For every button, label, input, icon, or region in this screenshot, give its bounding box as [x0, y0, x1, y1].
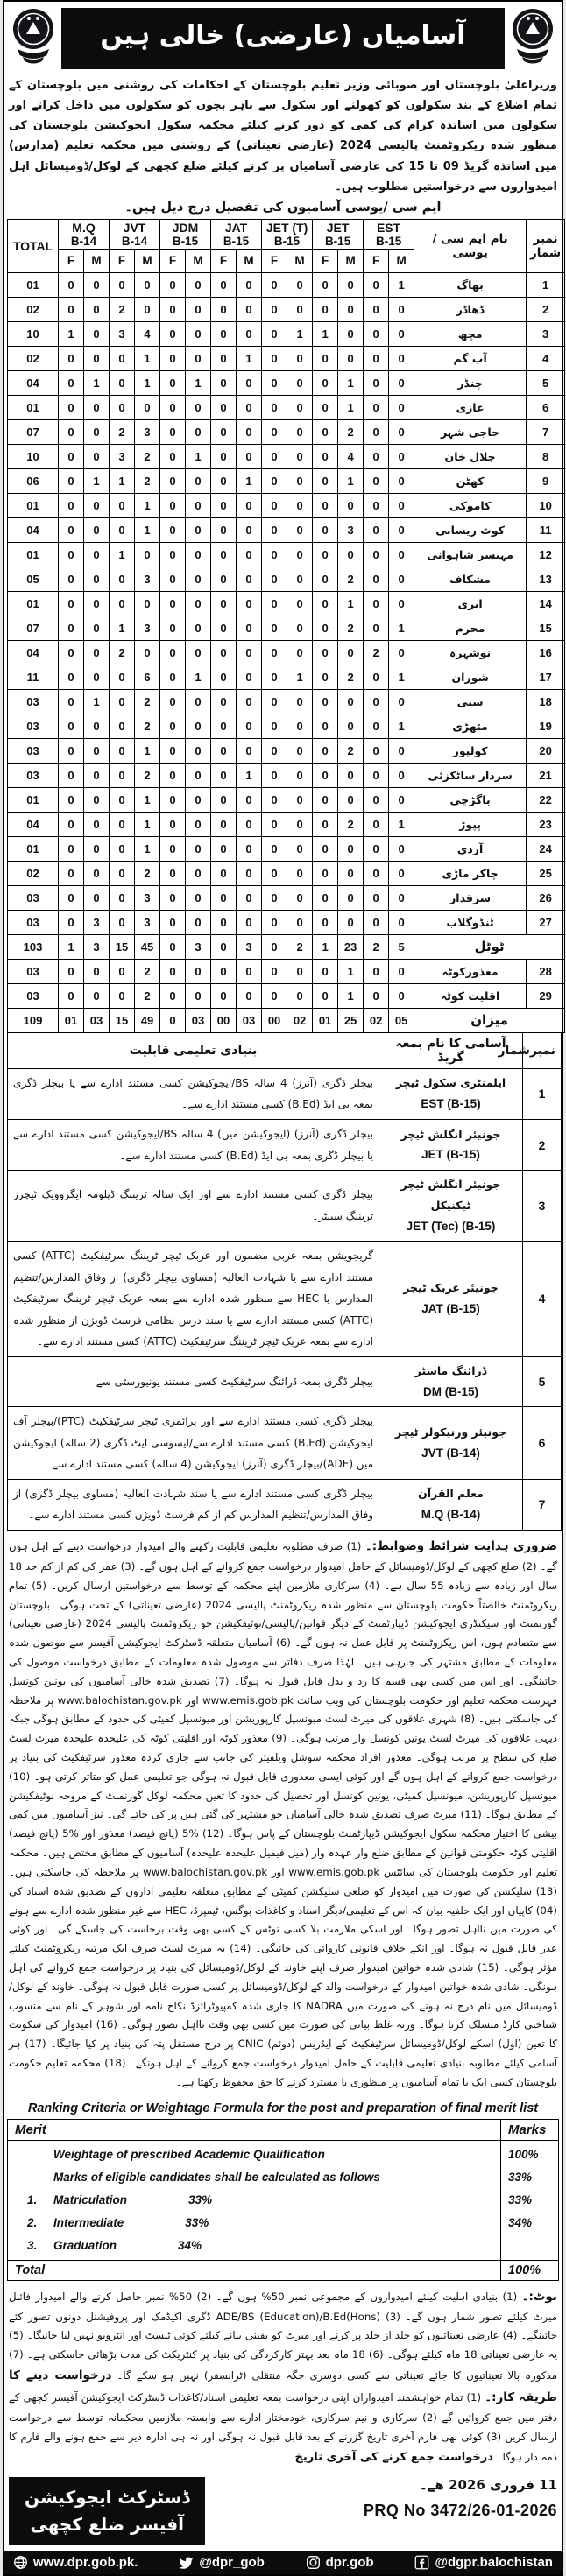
vacancy-table-total: [8, 934, 565, 959]
table-row: 07 0 0 2 3 0 0 0 0 0 0 0 2 0 0 حاجی شہر 7: [8, 419, 565, 444]
intro-paragraph: وزیراعلیٰ بلوچستان اور صوبائی وزیر تعلیم بلوچستان کے احکامات کی روشنی میں بلوچستان کے تمام اضلاع کے بند سکولوں کو کھولنے اور سکول سے باہر بچوں کو سکولوں میں داخل کرانے اور سکولوں میں اساتذہ کرام کی کمی کو دور کرنے کیلئے محکمہ سکول ایجوکیشن بلوچستان کی منظور شدہ ریکروٹمنٹ پالیسی 2024 (عارضی تعیناتی) کے روشنی میں محکمہ تعلیم (مدارس) میں اساتذہ گریڈ 09 تا 15 کی عارضی آسامیاں پر کرنے کیلئے ضلع کچھی کے لوکل/ڈومیسائل اہل امیدواروں سے درخواستیں مطلوب ہیں۔: [9, 79, 557, 194]
serial-number: 9: [527, 468, 565, 493]
table-row: 03 0 1 0 2 0 0 0 0 0 0 0 0 0 0 سنی 18: [8, 689, 565, 714]
merit-line: Weightage of prescribed Academic Qualification: [53, 2147, 325, 2161]
col-jet-t: JET (T) B-15: [262, 219, 313, 249]
advertisement: [3, 0, 563, 2576]
merit-table-header: [8, 2119, 559, 2140]
serial-number: 2: [527, 297, 565, 321]
signature-line1: ڈسٹرکٹ ایجوکیشن: [25, 2486, 190, 2508]
col-est: EST B-15: [364, 219, 414, 249]
table-row: 03 0 3 0 3 0 0 0 0 0 0 0 0 0 0 ٹنڈوگلاب 27: [8, 910, 565, 934]
globe-icon: [13, 2555, 28, 2570]
serial-number: 20: [527, 738, 565, 763]
col-merit: Merit: [8, 2119, 501, 2140]
qualification-text: بیچلر ڈگری کسی مستند ادارے سے اور ایک سالہ ٹریننگ ڈپلومہ ایگروویک ٹیچرز ٹریننگ سینٹر۔: [8, 1171, 379, 1242]
uc-name: حاجی شہر: [414, 419, 527, 444]
table-row: [8, 1119, 562, 1170]
qualification-text: بیچلر ڈگری (آنرز) (ایجوکیشن میں) 4 سالہ BS/ایجوکیشن کسی مستند ادارے سے یا بیچلر ڈگری بمعہ بی ایڈ (B.Ed) کسی مستند ادارے سے۔: [8, 1119, 379, 1170]
col-marks: Marks: [501, 2119, 559, 2140]
col-jdm: JDM B-15: [160, 219, 211, 249]
post-name: معلم القرآن M.Q (B-14): [379, 1479, 523, 1530]
signature-line2: آفیسر ضلع کچھی: [30, 2513, 184, 2535]
uc-name: ڈھاڈر: [414, 297, 527, 321]
table-row: 03 0 0 0 2 0 0 0 0 0 0 0 0 0 1 مٹھڑی 19: [8, 714, 565, 738]
marks-value: [508, 2235, 551, 2257]
social-bar: [4, 2551, 562, 2574]
post-name: جونیئر انگلش ٹیچر ٹیکنیکل JET (Tec) (B-15): [379, 1171, 523, 1242]
merit-line: Marks of eligible candidates shall be calculated as follows: [53, 2170, 380, 2184]
post-name: جونیئر ورنیکولر ٹیچر JVT (B-14): [379, 1406, 523, 1479]
table-row: 01 0 0 0 1 0 0 0 0 0 0 0 0 0 0 کاموکی 10: [8, 493, 565, 517]
prq-number: PRQ No 3472/26-01-2026: [363, 2501, 557, 2519]
uc-name: آزدی: [414, 836, 527, 861]
serial-number: 2: [523, 1119, 562, 1170]
serial-number: 22: [527, 787, 565, 812]
post-name: ڈرائنگ ماسٹر DM (B-15): [379, 1356, 523, 1406]
post-name: ایلمنٹری سکول ٹیچر EST (B-15): [379, 1068, 523, 1119]
serial-number: 28: [527, 959, 565, 983]
table-row: 03 0 0 0 2 0 0 0 0 0 0 0 1 0 0 اقلیت کوٹہ 29: [8, 983, 565, 1008]
total-row: 103 1 3 15 45 0 3 0 3 0 2 1 23 2 5 ٹوٹل: [8, 934, 565, 959]
procedure-heading: درخواست دینے کا طریقہ کار:۔: [9, 2368, 558, 2404]
qualification-text: گریجویشن بمعہ عربی مضمون اور عربک ٹیچر ٹریننگ سرٹیفکیٹ (ATTC) کسی مستند ادارے سے یا شہادت العالیہ (مساوی بیچلر ڈگری) از وفاق المدارس/تنظیم المدارس یا HEC سے منظور شدہ ادارے سے بمعہ عربک ٹیچر ٹریننگ سرٹیفکیٹ (ATTC) کسی مستند ادارے سے یا سند درس نظامی فرسٹ ڈویژن از منظور شدہ ادارے سے بمعہ عربک ٹیچر ٹریننگ سرٹیفکیٹ (ATTC) کسی مستند ادارے سے۔: [8, 1241, 379, 1356]
serial-number: 23: [527, 812, 565, 836]
table-row: [8, 1171, 562, 1242]
signature-box: [9, 2477, 205, 2545]
uc-name: مٹھڑی: [414, 714, 527, 738]
serial-number: 6: [523, 1406, 562, 1479]
merit-table: [7, 2119, 559, 2281]
twitter-icon: [179, 2555, 194, 2570]
quota-name: معذورکوٹہ: [414, 959, 527, 983]
uc-name: چاکر ماڑی: [414, 861, 527, 885]
ranking-heading: Ranking Criteria or Weightage Formula for the post and preparation of final merit list: [27, 2101, 539, 2115]
serial-number: 29: [527, 983, 565, 1008]
table-row: 01 0 0 0 1 0 0 0 0 0 0 0 0 0 0 باگڑچی 22: [8, 787, 565, 812]
table-row: 02 0 0 0 2 0 0 0 0 0 0 0 0 0 0 چاکر ماڑی 25: [8, 861, 565, 885]
serial-number: 26: [527, 885, 565, 910]
serial-number: 21: [527, 763, 565, 787]
merit-total-row: Total 100%: [8, 2260, 559, 2280]
uc-name: نوشہرہ: [414, 640, 527, 665]
serial-number: 4: [523, 1241, 562, 1356]
uc-name: مچھ: [414, 321, 527, 346]
serial-number: 7: [523, 1479, 562, 1530]
serial-number: 1: [523, 1068, 562, 1119]
uc-name: سنی: [414, 689, 527, 714]
col-jvt: JVT B-14: [110, 219, 160, 249]
instagram-icon: [306, 2555, 321, 2570]
marks-value: 34%: [508, 2215, 533, 2229]
terms-paragraph: [7, 1531, 559, 2096]
uc-name: غازی: [414, 395, 527, 419]
merit-line: 3. Graduation 34%: [27, 2238, 202, 2252]
vacancy-table-fm-row: F M F M F M F M F M F M F M: [8, 249, 565, 272]
serial-number: 18: [527, 689, 565, 714]
vacancy-table: [7, 219, 565, 1033]
title-banner: آسامیاں (عارضی) خالی ہیں: [61, 8, 505, 69]
uc-name: کھٹن: [414, 468, 527, 493]
marks-value: 100%: [508, 2147, 539, 2161]
table-row: 01 0 0 0 0 0 0 0 0 0 0 0 0 0 1 بھاگ 1: [8, 272, 565, 297]
uc-name: بھاگ: [414, 272, 527, 297]
table-row: 01 0 0 0 1 0 0 0 0 0 0 0 0 0 0 آزدی 24: [8, 836, 565, 861]
serial-number: 13: [527, 567, 565, 591]
col-name: نام ایم سی /یوسی: [414, 219, 527, 272]
table-row: 01 0 0 1 0 0 0 0 0 0 0 0 0 0 0 مہیسر شاہوانی 12: [8, 542, 565, 567]
table-row: 06 0 1 1 2 0 0 0 1 0 0 0 1 0 0 کھٹن 9: [8, 468, 565, 493]
serial-number: 5: [527, 370, 565, 395]
table-row: [8, 1479, 562, 1530]
serial-number: 8: [527, 444, 565, 468]
table-row: [8, 1068, 562, 1119]
serial-number: 11: [527, 517, 565, 542]
facebook-link[interactable]: @dgpr.balochistan: [414, 2555, 553, 2570]
col-mq: M.Q B-14: [59, 219, 110, 249]
grand-total-row: 109 01 03 15 49 0 03 00 03 00 02 01 25 02 05 میزان: [8, 1008, 565, 1032]
serial-number: 3: [523, 1171, 562, 1242]
table-row: 05 0 0 0 3 0 0 0 0 0 0 0 2 0 0 مشکاف 13: [8, 567, 565, 591]
facebook-icon: [414, 2555, 429, 2570]
marks-values: [501, 2140, 559, 2260]
merit-line: 2. Intermediate 33%: [27, 2215, 209, 2229]
merit-lines: [8, 2140, 501, 2260]
table-row: 10 1 0 3 4 0 0 0 0 0 1 1 0 0 0 مچھ 3: [8, 321, 565, 346]
closing-section: [7, 2472, 559, 2549]
marks-value: 33%: [508, 2192, 533, 2206]
last-date-value: 11 فروری 2026 ھے۔: [419, 2476, 557, 2493]
table-row: 03 0 0 0 3 0 0 0 0 0 0 0 0 0 0 سرقدار 26: [8, 885, 565, 910]
col-jet: JET B-15: [313, 219, 364, 249]
serial-number: 7: [527, 419, 565, 444]
uc-name: آب گم: [414, 346, 527, 370]
quota-name: اقلیت کوٹہ: [414, 983, 527, 1008]
masthead: [7, 2, 559, 71]
qualification-text: بیچلر ڈگری کسی مستند ادارے سے اور پرائمری ٹیچر سرٹیفکیٹ (PTC)/بیچلر آف ایجوکیشن (B.Ed) کسی مستند ادارے سے/ایسوسی ایٹ ڈگری (2 سالہ) ایجوکیشن میں (ADE)/بیچلر ڈگری (آنرز) ایجوکیشن (4 سالہ) کسی مستند ادارے سے۔: [8, 1406, 379, 1479]
table-row: 03 0 0 0 2 0 0 0 1 0 0 0 0 0 0 سردار ساٹکزئی 21: [8, 763, 565, 787]
serial-number: 25: [527, 861, 565, 885]
table-row: [8, 1241, 562, 1356]
serial-number: 27: [527, 910, 565, 934]
serial-number: 17: [527, 665, 565, 689]
qualification-text: بیچلر ڈگری (آنرز) 4 سالہ BS/ایجوکیشن کسی مستند ادارے سے یا بیچلر ڈگری بمعہ بی ایڈ (B.Ed) کسی مستند ادارے سے۔: [8, 1068, 379, 1119]
uc-name: کوٹ ریسانی: [414, 517, 527, 542]
serial-number: 6: [527, 395, 565, 419]
terms-body: (1) صرف مطلوبہ تعلیمی قابلیت رکھنے والے امیدوار درخواست دینے کے اہل ہوں گے۔ (2) ضلع کچھی کے لوکل/ڈومیسائل کے حامل امیدوار درخواست جمع کروانے کے اہل ہوں گے۔ (3) عمر کی کم از کم حد 18 سال اور زیادہ سے زیادہ 55 سال ہے۔ (4) سرکاری ملازمین اپنے محکمہ کے توسط سے درخواستیں ارسال کریں۔ (5) تمام ریکروٹمنٹ خالصتاً حکومت بلوچستان سے منظور شدہ ریکروٹمنٹ پالیسی 2024 (عارضی تعیناتی) کے تحت ہوگی۔ بلوچستان گورنمنٹ اور سیکنڈری ایجوکیشن ڈیپارٹمنٹ کے دیگر قوانین/پالیسی/نوٹیفکیشن جو ریکروٹمنٹ پالیسی 2024 (عارضی تعیناتی) سے متصادم ہوں، اس ریکروٹمنٹ پر قابل عمل نہ ہوں گے۔ (6) آسامیاں متعلقہ ڈسٹرکٹ ایجوکیشن آفیسر سے موصول شدہ معلومات کے مطابق مشتہر کی جارہی ہیں۔ لہٰذا صرف دفاتر سے موصول شدہ معلومات کے مطابق درخواست موصول کی جائینگی۔ اور اس میں کسی بھی قسم کا رد و بدل قابل قبول نہ ہوگا۔ (7) تصدیق شدہ خالی آسامیوں کی یونین کونسل فہرست محکمہ تعلیم اور حکومت بلوچستان کی ویب سائٹ www.emis.gob.pk اور www.balochistan.gov.pk پر ملاحظہ کی جاسکتی ہیں۔ (8) شہری علاقوں کی میرٹ لسٹ میونسپل کارپوریشن اور میونسپل کمیٹی کی حدود کے مطابق ہوگی جبکہ دیہی علاقوں کی میرٹ لسٹ یونین کونسل وار مرتب ہوگی۔ (9) معذور کوٹہ اور اقلیتی کوٹہ کی علیحدہ علیحدہ میرٹ لسٹ ضلع کی سطح پر مرتب ہوگی۔ معذور افراد محکمہ سوشل ویلفیئر کی جانب سے جاری کردہ معذور سرٹیفکیٹ کی بنیاد پر درخواست جمع کروانے کے اہل ہوں گے اور کوئی ایسی معذوری قابل قبول نہ ہوگی جو تعلیمی عمل کو متاثر کرتی ہو۔ (10) میونسپل کارپوریشن، میونسپل کمیٹی، یونین کونسل اور تحصیل کی حدود کا تعین محکمہ لوکل گورنمنٹ کے مروجہ نوٹیفکیشن کے مطابق ہوگا۔ (11) میرٹ صرف تصدیق شدہ خالی آسامیاں جو مشتہر کی گئی ہیں پر کی جائے گی۔ نیز آسامیوں میں کمی بیشی کا اختیار محکمہ سکول ایجوکیشن ڈیپارٹمنٹ بلوچستان کے پاس ہوگا۔ (12) %5 (پانچ فیصد) معذور اور %5 (پانچ فیصد) اقلیتی کوٹہ حکومتی قوانین کے مطابق ضلع وار عہدہ وار (میل فیمیل علیحدہ علیحدہ) آسامیوں کے مطابق مختص ہیں۔ محکمہ تعلیم اور حکومت بلوچستان کی سائٹس www.emis.gob.pk اور www.balochistan.gov.pk پر ملاحظہ کی جاسکتی ہیں۔ (13) سلیکشن کی صورت میں امیدوار کو ضلعی سلیکشن کمیٹی کے مطابق متعلقہ تعلیمی اداروں کے تصدیق شدہ اسناد کی (04) کاپیاں اور ایک حلفیہ بیان کہ اس کے تعلیمی/دیگر اسناد و کاغذات بوگس، ٹیمپرڈ، HEC سے غیر منظور شدہ ادارے سے ہونے کی صورت میں نااہل تصور ہوگا۔ اور اسکی ملازمت بلا کسی نوٹس کے کسی بھی وقت برخاست کی جاسکے گی۔ اور کوئی عذر قابل قبول نہ ہوگا۔ اور انکے خلاف قانونی کاروائی کی جائیگی۔ (14) یہ میرٹ لسٹ صرف ایک مرتبہ ریکروٹمنٹ کیلئے مؤثر ہوگی۔ (15) شادی شدہ خواتین امیدوار صرف اپنے خاوند کے لوکل/ڈومیسائل کی بنیاد پر درخواست جمع کروانے کی اہل ہونگی۔ شادی شدہ خواتین امیدوار کے درخواست والد کے لوکل/ڈومیسائل پر کسی صورت قابل قبول نہ ہوگی۔ خاوند کے لوکل/ڈومیسائل میں نام درج نہ ہونے کی صورت میں NADRA کا جاری شدہ کمپیوٹرائزڈ نکاح نامہ اور شوہر کے نام سے منسوب شناختی کارڈ منسلک کرنا ہوگا۔ ورنہ غلط بیانی کی صورت میں کسی بھی وقت نااہل تصور ہوگی۔ (16) امیدوار کی سکونت کا تعین (اول) اسکے لوکل/ڈومیسائل سرٹیفکیٹ کے ایڈریس (دوئم) CNIC پر درج مستقل پتہ کی بنیاد پر کیا جائیگا۔ (17) ہر آسامی کیلئے مطلوبہ بنیادی تعلیمی قابلیت کے حامل امیدوار درخواست جمع کروانے کے اہل ہونگے۔ (18) محکمہ تعلیم حکومت بلوچستان کسی ایک یا تمام آسامیوں پر منظوری یا مسترد کرنے کا حق محفوظ رکھتا ہے۔: [9, 1539, 558, 2088]
qualification-table: [7, 1032, 562, 1531]
post-name: جونیئر انگلش ٹیچر JET (B-15): [379, 1119, 523, 1170]
table-row: 07 0 0 1 3 0 0 0 0 0 0 0 2 0 1 محرم 15: [8, 616, 565, 640]
serial-number: 10: [527, 493, 565, 517]
uc-name: کولپور: [414, 738, 527, 763]
serial-number: 1: [527, 272, 565, 297]
table-row: 03 0 0 0 1 0 0 0 0 0 0 0 2 0 0 کولپور 20: [8, 738, 565, 763]
qualification-text: بیچلر ڈگری بمعہ ڈرائنگ سرٹیفکیٹ کسی مستند یونیورسٹی سے: [8, 1356, 379, 1406]
marks-value: 33%: [508, 2170, 533, 2184]
terms-heading: ضروری ہدایت شرائط وضوابط:۔: [364, 1538, 558, 1553]
serial-number: 16: [527, 640, 565, 665]
table-row: 04 0 0 2 0 0 0 0 0 0 0 0 0 2 0 نوشہرہ 16: [8, 640, 565, 665]
last-date-label: درخواست جمع کرنے کی آخری تاریخ: [294, 2450, 493, 2464]
qualification-table-body: [8, 1068, 562, 1530]
serial-number: 3: [527, 321, 565, 346]
uc-name: باگڑچی: [414, 787, 527, 812]
uc-name: کاموکی: [414, 493, 527, 517]
col-post-name: آسامی کا نام بمعہ گریڈ: [379, 1032, 523, 1068]
merit-line: 1. Matriculation 33%: [27, 2192, 213, 2206]
table-row: 02 0 0 0 1 0 0 0 1 0 0 0 0 0 0 آب گم 4: [8, 346, 565, 370]
post-name: جونیئر عربک ٹیچر JAT (B-15): [379, 1241, 523, 1356]
table-row: 03 0 0 0 2 0 0 0 0 0 0 0 1 0 0 معذورکوٹہ 28: [8, 959, 565, 983]
table-row: [8, 1406, 562, 1479]
col-jat: JAT B-15: [211, 219, 262, 249]
note-heading: نوٹ:۔: [521, 2289, 557, 2304]
notes-paragraph: [7, 2281, 559, 2472]
table-row: 04 0 1 0 1 0 1 0 0 0 0 0 1 0 0 چنڈر 5: [8, 370, 565, 395]
instagram-link[interactable]: dpr.gob: [306, 2555, 374, 2570]
qualification-text: بیچلر ڈگری کسی مستند ادارے سے یا سند شہادت العالیہ (مساوی بیچلر ڈگری) از وفاق المدارس/تنظیم المدارس کم از کم فرسٹ ڈویژن کسی مستند ادارے سے۔: [8, 1479, 379, 1530]
vacancy-table-header-row: [8, 219, 565, 249]
vacancy-table-body: [8, 272, 565, 934]
table-row: 02 0 0 2 0 0 0 0 0 0 0 0 0 0 0 ڈھاڈر 2: [8, 297, 565, 321]
government-emblem-right-icon: [510, 7, 555, 69]
uc-name: جلال خان: [414, 444, 527, 468]
uc-name: محرم: [414, 616, 527, 640]
uc-name: مہیسر شاہوانی: [414, 542, 527, 567]
table-row: 04 0 0 0 1 0 0 0 0 0 0 0 2 0 1 پپوڑ 23: [8, 812, 565, 836]
serial-number: 14: [527, 591, 565, 616]
serial-number: 24: [527, 836, 565, 861]
uc-name: سرقدار: [414, 885, 527, 910]
uc-name: ایری: [414, 591, 527, 616]
twitter-link[interactable]: @dpr_gob: [179, 2555, 265, 2570]
col-qualification: بنیادی تعلیمی قابلیت: [8, 1032, 379, 1068]
procedure-body: (1) تمام خواہشمند امیدواران اپنی درخواست بمعہ تعلیمی اسناد/کاغذات ڈسٹرکٹ ایجوکیشن آفیسر کچھی کے دفتر میں جمع کروائیں گے (2) سرکاری و نیم سرکاری، خودمختار ادارے سے وابستہ ملازمین محکمانہ توسط سے درخواست ارسال کریں (3) کوئی بھی فارم آخری تاریخ گزرنے کے بعد قابل قبول نہ ہوگی اور نہ ہی ادارہ دیر سے جمع ہونے والے فارم کا ذمہ دار ہوگا۔: [9, 2391, 558, 2463]
qualification-table-header: [8, 1032, 562, 1068]
serial-number: 4: [527, 346, 565, 370]
table-row: [8, 1356, 562, 1406]
col-serial: نمبر شمار: [527, 219, 565, 272]
table-row: 11 0 0 0 6 0 1 0 0 0 1 0 2 0 1 شوران 17: [8, 665, 565, 689]
vacancy-table-quota: [8, 959, 565, 1008]
serial-number: 19: [527, 714, 565, 738]
serial-number: 5: [523, 1356, 562, 1406]
uc-name: شوران: [414, 665, 527, 689]
uc-name: ٹنڈوگلاب: [414, 910, 527, 934]
table-row: 01 0 0 0 0 0 0 0 0 0 0 0 1 0 0 ایری 14: [8, 591, 565, 616]
vacancy-table-grand-total: [8, 1008, 565, 1032]
detail-line: ایم سی /یوسی آسامیوں کی تفصیل درج ذیل ہیں۔: [124, 200, 442, 215]
col-total: TOTAL: [8, 219, 59, 272]
website-link[interactable]: www.dpr.gob.pk.: [13, 2555, 138, 2570]
table-row: 04 0 0 0 1 0 0 0 0 0 0 0 3 0 0 کوٹ ریسانی 11: [8, 517, 565, 542]
uc-name: پپوڑ: [414, 812, 527, 836]
uc-name: مشکاف: [414, 567, 527, 591]
merit-table-body: [8, 2140, 559, 2260]
table-row: 01 0 0 0 0 0 0 0 0 0 0 0 1 0 0 غازی 6: [8, 395, 565, 419]
uc-name: سردار ساٹکزئی: [414, 763, 527, 787]
government-emblem-left-icon: [11, 7, 56, 69]
col-serial: نمبرشمار: [523, 1032, 562, 1068]
note-body: (1) بنیادی اہلیت کیلئے امیدواروں کے مجموعی نمبر 50% ہوں گے۔ (2) 50% نمبر حاصل کرنے والے امیدوار فائنل میرٹ کیلئے تصور شمار ہوں گے۔ (3) ADE/BS (Education)/B.Ed(Hons) ڈگری اکیڈمک اور پروفیشنل دونوں تصور کئے جائینگے۔ (4) عارضی تعیناتیوں کو جلد از جلد پر کرنے اور میرٹ کو یقینی بنانے کیلئے کوئی ٹیسٹ اور انٹرویو نہیں لیا جائیگا۔ (5) یہ عارضی تعیناتی 18 ماہ کیلئے ہوگی۔ (6) 18 ماہ بعد بہتر کارکردگی کی بنیاد پر کنٹریکٹ کی مدت بڑھائی جاسکتی ہے۔ (7) مذکورہ بالا تعیناتیوں کا جائے تعیناتی سے کسی دوسری جگہ منتقلی (ٹرانسفر) نہیں ہو سکے گا۔: [9, 2290, 558, 2382]
serial-number: 12: [527, 542, 565, 567]
serial-number: 15: [527, 616, 565, 640]
table-row: 10 0 0 3 2 0 1 0 0 0 0 0 4 0 0 جلال خان 8: [8, 444, 565, 468]
uc-name: چنڈر: [414, 370, 527, 395]
